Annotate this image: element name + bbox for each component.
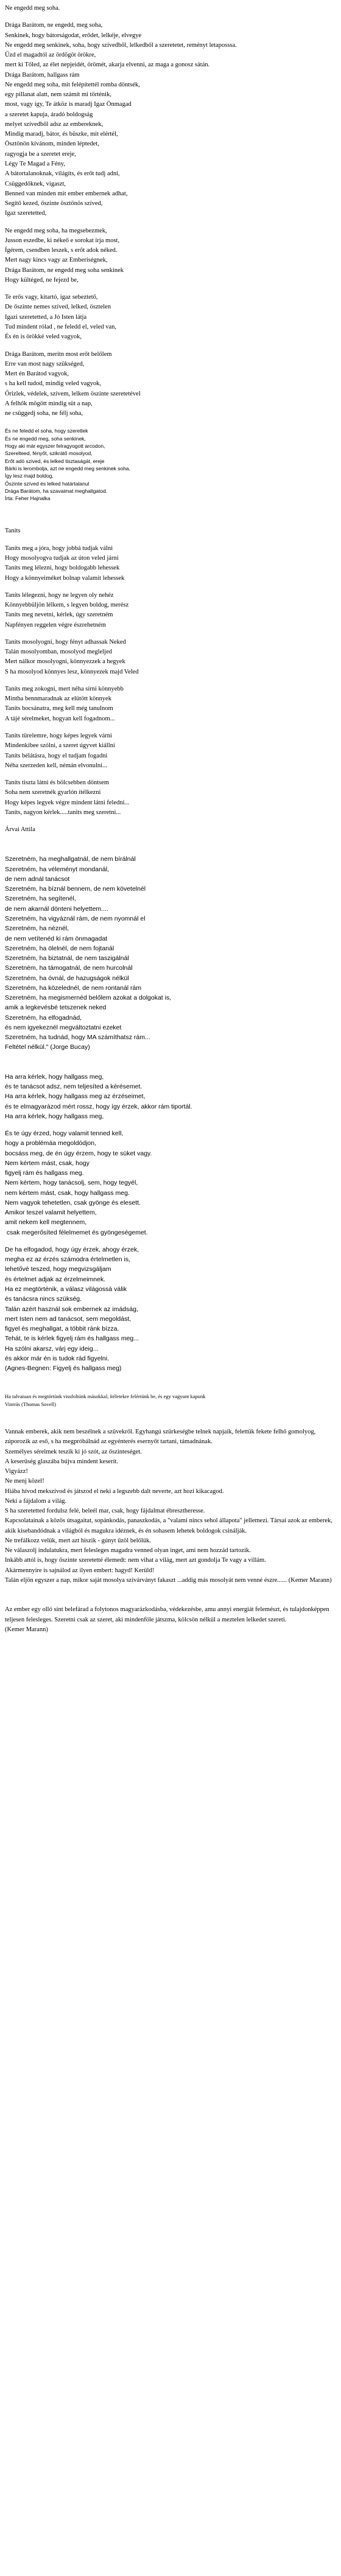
text-line: Árvai Attila	[5, 826, 35, 834]
blank-line	[5, 285, 336, 293]
text-line: Segítő kezed, őszinte ösztönös szíved,	[5, 200, 103, 207]
text-line: Senkinek, hogy bátorságodat, erődet, lelkéje, elvegye	[5, 32, 142, 39]
text-line: és tanácsra nincs szükség.	[5, 1295, 82, 1303]
text-line: a szeretet kapuja, áradó boldogság	[5, 111, 93, 118]
prose-line: Ne trefálkozz velük, mert azt hiszik - gúnyt űzöl belőlük.	[5, 1537, 151, 1544]
prose-line: Vannak emberek, akik nem beszélnek a szüvekről. Egyhangú szürkeségbe telnek napjaik, felettük fekete felhő gomolyog, zúporozik az eső, s ha megpróbálnád az egyénterés esernyőt tartani, támadnának.	[5, 1429, 317, 1446]
text-line: Könnyebbüljön lélkem, s legyen boldog, merész	[5, 602, 129, 609]
prose-block	[5, 1427, 336, 1586]
stanza	[5, 544, 336, 583]
text-line: nem kértem mást, csak, hogy hallgass meg.	[5, 1189, 130, 1197]
text-line: (Agnes-Begnen: Figyelj és hallgass meg)	[5, 1365, 122, 1373]
text-line: Taníts meg zokogni, mert néha sírni könnyebb	[5, 685, 124, 692]
text-line: S ha mosolyod könnyes lesz, könnyezek majd Veled	[5, 668, 139, 675]
prose-line: Hiába hívod mekszívod és játszod el neki a legszebb dalt neverte, azt hozi kikacagod.	[5, 1488, 224, 1495]
text-line: hogy a problémáa megoldódjon,	[5, 1140, 97, 1147]
text-line: Néha szerzeden kell, némán elvonulni...	[5, 762, 107, 769]
text-line: És te úgy érzed, hogy valamit tenned kell,	[5, 1130, 124, 1138]
text-line: Szeretném, ha megismernéd belőlem azokat a dolgokat is,	[5, 994, 172, 1002]
stanza	[5, 1129, 336, 1238]
text-line: Ne engedd meg soha, mit felépítettél romba döntsék,	[5, 81, 140, 88]
text-line: Hogy kültéged, ne fejezd be,	[5, 276, 79, 284]
blank-line	[5, 13, 336, 21]
text-line: melyet szívedből adsz az embereknek,	[5, 120, 104, 128]
text-line: Szeretném, ha vigyáznál rám, de nem nyomnál el	[5, 914, 146, 922]
text-line: mert Isten nem ad tanácsot, sem megoldást,	[5, 1315, 132, 1323]
blank-line	[5, 343, 336, 350]
text-line: Szerelteed, fényőt, szikrátő mosolyod,	[5, 450, 93, 457]
text-line: amit nekem kell megtennem,	[5, 1219, 87, 1227]
stanza	[5, 638, 336, 677]
prose-line: Talán eljön egyszer a nap, mikor saját mosolya szivárványt fakaszt ...addig más mosolyát nem venné észre...... (Kemer Marann)	[5, 1577, 332, 1584]
text-line: Te erős vagy, kitartó, igaz sebeztető,	[5, 294, 98, 301]
text-line: és akkor már én is tudok rád figyelni.	[5, 1354, 109, 1362]
text-line: lehetővé teszed, hogy megvizsgáljam	[5, 1265, 111, 1273]
text-line: Szeretném, ha segítenél,	[5, 895, 76, 903]
prose-line: Ne válaszolj indulatukra, mert felesleges magadra venned olyan inget, ami nem hozzád tartozik.	[5, 1547, 251, 1554]
text-line: Vinrrás (Thomas Sovell)	[5, 1401, 56, 1407]
text-line: Talán mosolyomban, mosolyod megleljed	[5, 649, 112, 656]
text-line: Igazi szeretetted, a Jó Isten látja	[5, 313, 87, 321]
stanza	[5, 1072, 336, 1121]
text-line: Soha nem szeretnék gyarlón ítélkezni	[5, 789, 101, 796]
text-line: de nem akarnál dönteni helyettem....	[5, 905, 108, 913]
text-line: Nem vagyok tehetetlen, csak gyönge és elesett.	[5, 1199, 141, 1206]
text-line: Taníts meg a jóra, hogy jobbá tudjak válni	[5, 545, 113, 552]
text-line: Ha arra kérlek, hogy hallgass meg,	[5, 1112, 104, 1120]
text-line: A felhők mögött mindig süt a nap,	[5, 400, 93, 407]
text-line: Napfényen reggelen végre észrehetném	[5, 621, 106, 628]
text-line: És ne feledd el soha, hogy szeretlek	[5, 428, 88, 434]
text-line: és te elmagyarázod mért rossz, hogy így érzek, akkor rám tiportál.	[5, 1102, 192, 1110]
text-line: Ne engedd meg soha.	[5, 5, 60, 12]
text-line: s ha kell tudod, mindig veled vagyok,	[5, 380, 102, 388]
text-line: Ha arra kérlek, hogy hallgass meg,	[5, 1073, 104, 1081]
poem1-footer	[5, 427, 336, 502]
text-line: Hogy képes legyek végre mindent látni feledni...	[5, 799, 130, 806]
text-line: Tud mindent rólad , ne feledd el, veled van,	[5, 323, 117, 330]
text-line: Ha ez megtörténik, a válasz világossá válik	[5, 1286, 127, 1293]
text-line: Szeretném, ha elfogadnád,	[5, 1014, 82, 1022]
text-line: Őszinte szíved és lelked határtalanul	[5, 480, 90, 487]
text-line: megha ez az érzés számodra értelmetlen is,	[5, 1256, 131, 1264]
prose-line: Inkább attól is, hogy őszinte szeretetté élemedt: nem vihat a világ, mert azt gondolja Te vagy a villám.	[5, 1557, 266, 1564]
text-line: Ha szólni akarsz, várj egy ideig...	[5, 1345, 99, 1352]
text-line: Taníts meg lélezni, hogy boldogabb lehessek	[5, 565, 120, 572]
text-line: figyelj rám és hallgass meg.	[5, 1169, 84, 1177]
text-line: most, vagy így, Te átköz is maradj Igaz Önmagad	[5, 101, 132, 108]
text-line: Taníts meg nevetni, kérlek, úgy szeretném	[5, 611, 113, 619]
text-line: És én is örökké veled vagyok,	[5, 333, 82, 341]
text-line: A tájé sérelmeket, hogyan kell fogadnom...	[5, 715, 115, 722]
text-line: Így lesz majd boldog,	[5, 473, 54, 479]
stanza	[5, 778, 336, 818]
text-line: Ne engedd meg soha, ha megsebezmek,	[5, 227, 107, 234]
text-line: Talán azért használ sok embernek az imádság,	[5, 1305, 138, 1313]
text-line: Szeretném, ha ölelnél, de nem fojtanál	[5, 944, 114, 952]
text-line: Taníts bélátásra, hogy el tudjam fogadni	[5, 752, 108, 759]
stanza	[5, 731, 336, 771]
closing-block	[5, 1605, 336, 1635]
stanza	[5, 825, 336, 835]
text-line: Szeretném, ha tudnád, hogy MA számíthatsz rám...	[5, 1034, 150, 1042]
text-line: De őszinte nemes szíved, lelked, ösztelen	[5, 304, 111, 311]
text-line: Az ember egy olló sínt belefárad a folytonos magyarázkodásba, védekezésbe, amu annyi energiát felemészt, és tulajdonképpen teljesen felesleges. Szeretni csak az szeret, aki mindenföle játszma, kölcsön nélkül a meztelen lelkedet szereti.	[5, 1606, 331, 1623]
text-line: Igaz szeretetted,	[5, 210, 47, 217]
stanza	[5, 591, 336, 630]
text-line: Hogy aki már egyszer felragyogott arcodon,	[5, 442, 105, 449]
text-line: És ne engedd meg, soha senkinek,	[5, 435, 86, 442]
text-line: Hogy mosolyogva tudjak az úton veled járni	[5, 555, 119, 562]
text-line: Űzd el magadtól az ördögöt örökre,	[5, 52, 96, 59]
text-line: Erőt adó szived, és lelked tisztaságát, ereje	[5, 458, 105, 464]
text-line: figyel és meghallgat, a többit ránk bízza.	[5, 1325, 119, 1333]
text-line: Szeretném, ha meghallgatnál, de nem bírálnál	[5, 855, 136, 863]
text-line: Nem kértem, hogy tanácsolj, sem, hogy tegyél,	[5, 1179, 138, 1187]
text-line: Taníts lélegezni, hogy ne legyen oly nehéz	[5, 591, 114, 599]
text-line: Szeretném, ha néznél,	[5, 925, 69, 933]
text-line: Ne engedd meg senkinek, soha, hogy szívedből, lelkedből a szeretetet, reményt letaposssa.	[5, 41, 237, 49]
text-line: Drága Barátom, merítn most erőt belőlem	[5, 350, 112, 358]
text-line: csak megerősíted félelmemet és gyöngeségemet.	[5, 1228, 148, 1236]
text-line: Szeretném, ha közelednél, de nem rontanál rám	[5, 984, 142, 992]
text-line: Csüggedőknek, vigaszt,	[5, 180, 66, 187]
text-line: Mindenkibee szólni, a szeret úgyvet kiállni	[5, 742, 115, 750]
text-line: Taníts, nagyon kérlek.....taníts meg szeretni...	[5, 809, 121, 816]
prose-line: Kapcsolatainak a közös útsagaitat, sopánkodás, panaszkodás, a "valami nincs sehol állapota" jellemezi. Társai azok az emberek, akik kisebandódnak a világból és magukra idéznek, és én sohasem lehetek boldogok csinálják.	[5, 1517, 334, 1534]
poem-ne-engedd-meg-soha	[5, 4, 336, 419]
text-line: Drága Barátom, ha szavaimat meghallgatod.	[5, 487, 108, 494]
text-line: Tehát, te is kérlek figyelj rám és hallgass meg...	[5, 1335, 139, 1343]
text-line: Bárki is lerombolja, azt ne engedd meg senkinek soha,	[5, 465, 131, 472]
text-line: Tanits	[5, 527, 21, 535]
text-line: Légy Te Magad a Fény,	[5, 160, 65, 167]
text-line: egy pillanat alatt, nem számít mi történik,	[5, 91, 111, 99]
text-line: Drága Barátom, ne engedd, meg soha,	[5, 22, 103, 29]
text-line: ne csüggedj soha, ne félj soha,	[5, 410, 83, 417]
prose-line: Akármennyire is sajnálod az ilyen embert: hagyd! Kerüld!	[5, 1567, 155, 1574]
text-line: Amikor teszel valamit helyettem,	[5, 1209, 97, 1217]
text-line: Benned van minden mit ember embernek adhat,	[5, 190, 128, 197]
text-line: Szeretném, ha véleményt mondanál,	[5, 865, 110, 873]
text-line: de nem adnál tanácsot	[5, 875, 70, 883]
prose-line: Neki a fájdalom a világ.	[5, 1497, 67, 1505]
text-line: amik a legkevésbé tetszenek neked	[5, 1004, 107, 1012]
text-line: mert ki Tőled, az élet nepjeidét, örömét, akarja elvenni, az maga a gonosz sátán.	[5, 61, 210, 69]
text-line: Taníts türelemre, hogy képes legyek várni	[5, 733, 112, 739]
prose-line: Ne menj közel!	[5, 1478, 44, 1485]
text-line: A bátortalanoknak, világíts, és erőt tudj adni,	[5, 170, 120, 178]
text-line: Mert nálkor mosolyogni, könnyezzek a hegyek	[5, 658, 125, 666]
text-line: Szeretném, ha támogatnál, de nem hurcolnál	[5, 964, 133, 972]
text-line: Hogy a könnyeiméket bolnap valamit lehessek	[5, 574, 125, 582]
text-line: és te tanácsot adsz, nem teljesíted a kérésemet.	[5, 1082, 142, 1090]
text-line: bocsáss meg, de én úgy érzem, hogy te süket vagy.	[5, 1149, 152, 1157]
poem-tanits	[5, 526, 336, 835]
text-line: Írta: Feher Hajnalka	[5, 495, 51, 502]
text-line: de nem vetítenéd ki rám önmagadat	[5, 935, 108, 942]
text-line: Drága Barátom, hallgass rám	[5, 71, 80, 78]
text-line: Jusson eszedbe, ki nékeő e sorokat írja most,	[5, 237, 120, 244]
text-line: Ösztönön kívánom, minden léptedet,	[5, 141, 99, 148]
text-line: (Kemer Marann)	[5, 1626, 48, 1633]
stanza	[5, 526, 336, 536]
text-line: Ígérem, csendben leszek, s erőt adok néked.	[5, 247, 118, 254]
text-line: Nem kértem mást, csak, hogy	[5, 1159, 90, 1167]
text-line: ragyogja be a szeretet ereje,	[5, 150, 76, 158]
text-line: és értelmet adjak az érzelmeimnek.	[5, 1275, 106, 1283]
text-line: és nem igyekeznél megváltoztatni ezeket	[5, 1023, 122, 1031]
text-line: Drága Barátom, ne engedd meg soha senkinek	[5, 266, 124, 274]
text-line: De ha elfogadod, hogy úgy érzek, ahogy érzek,	[5, 1245, 139, 1253]
text-line: Taníts bocsánatra, meg kell még tanulnom	[5, 705, 113, 712]
quote-block	[5, 1393, 336, 1408]
text-line: Szeretném, ha bíznál bennem, de nem követelnél	[5, 885, 146, 893]
text-line: Szeretném, ha óvnál, de hazugságok nélkül	[5, 974, 129, 982]
prose-line: Személyes sérelmek teszik ki jó szót, az őszinteséget.	[5, 1448, 142, 1455]
text-line: Taníts mosolyogni, hogy fényt adhassak Neked	[5, 638, 126, 646]
text-line: Mert én Barátod vagyok,	[5, 371, 69, 378]
text-line: Ha talvaiuan és megtörtünk vissfoltúnk másokkal, ítéletekre felértünk be, és egy vagyunt kapunk	[5, 1393, 206, 1400]
text-line: Feltétel nélkül." (Jorge Bucay)	[5, 1043, 90, 1051]
prose-line: A keserűség glaszába bújva mindent keserít.	[5, 1458, 119, 1465]
text-line: Szeretném, ha biztatnál, de nem taszigálnál	[5, 955, 129, 963]
blank-line	[5, 219, 336, 226]
text-line: Taníts tiszta látni és bölcsebben döntsem	[5, 779, 110, 787]
stanza	[5, 1245, 336, 1373]
prose-line: S ha szeretetted fordulsz felé, beleél mar, csak, hogy fájdalmat ébresztheresse.	[5, 1508, 205, 1515]
text-line: Őrizlek, védelek, szívem, lelkem öszinte szeretetével	[5, 390, 141, 397]
text-line: Mintha bennmaradnak az elütött könnyek	[5, 695, 111, 703]
text-line: Erre van most nagy szükséged,	[5, 360, 85, 367]
poem-figyelj-es-hallgass-meg	[5, 1072, 336, 1374]
prose-line: Vigyázz!	[5, 1468, 28, 1475]
text-line: Mindig maradj, bátor, és büszke, mit elértél,	[5, 131, 118, 138]
stanza	[5, 684, 336, 724]
text-line: Ha arra kérlek, hogy hallgass meg az érzéseimet,	[5, 1093, 146, 1101]
poem-szeretnem	[5, 854, 336, 1052]
text-line: Mert nagy kincs vagy az Emberiségnek,	[5, 257, 108, 264]
